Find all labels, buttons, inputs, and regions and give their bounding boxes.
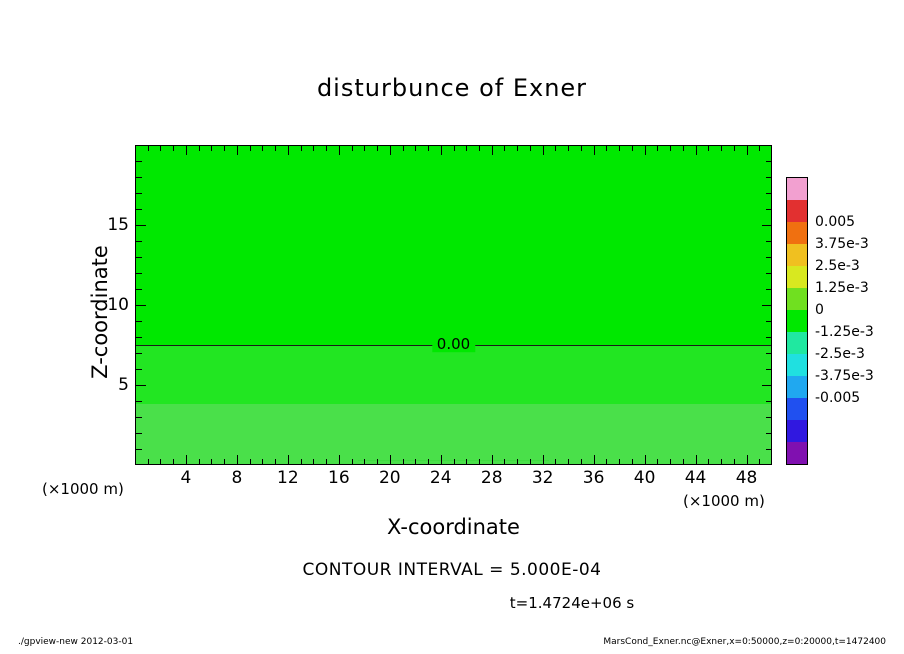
y-axis-title: Z-coordinate bbox=[88, 245, 112, 379]
y-tick-label: 10 bbox=[107, 295, 129, 315]
axis-tick bbox=[530, 145, 531, 151]
axis-tick bbox=[313, 459, 314, 465]
axis-tick bbox=[301, 459, 302, 465]
axis-tick bbox=[734, 145, 735, 151]
axis-tick bbox=[275, 459, 276, 465]
axis-tick bbox=[403, 459, 404, 465]
axis-tick bbox=[759, 459, 760, 465]
colorbar-tick-label: -0.005 bbox=[815, 390, 861, 406]
axis-tick bbox=[766, 353, 772, 354]
axis-tick bbox=[377, 145, 378, 151]
axis-tick bbox=[136, 369, 142, 370]
field-band-mid bbox=[136, 345, 771, 405]
axis-tick bbox=[136, 273, 142, 274]
axis-tick bbox=[199, 145, 200, 151]
axis-tick bbox=[581, 145, 582, 151]
x-tick-label: 44 bbox=[684, 468, 707, 488]
colorbar-cell bbox=[787, 310, 807, 332]
axis-tick bbox=[766, 433, 772, 434]
x-axis-title: X-coordinate bbox=[387, 515, 520, 539]
axis-tick bbox=[186, 455, 187, 465]
axis-tick bbox=[136, 241, 142, 242]
colorbar-cell bbox=[787, 288, 807, 310]
axis-tick bbox=[148, 145, 149, 151]
axis-tick bbox=[136, 449, 142, 450]
axis-tick bbox=[136, 161, 142, 162]
colorbar-tick-label: 3.75e-3 bbox=[815, 236, 869, 252]
axis-tick bbox=[721, 145, 722, 151]
colorbar-cell bbox=[787, 222, 807, 244]
axis-tick bbox=[766, 417, 772, 418]
axis-tick bbox=[555, 459, 556, 465]
colorbar-cell bbox=[787, 178, 807, 200]
axis-tick bbox=[364, 459, 365, 465]
colorbar-cell bbox=[787, 200, 807, 222]
axis-tick bbox=[224, 459, 225, 465]
axis-tick bbox=[390, 455, 391, 465]
colorbar bbox=[786, 177, 808, 465]
axis-tick bbox=[696, 455, 697, 465]
axis-tick bbox=[136, 257, 142, 258]
axis-tick bbox=[364, 145, 365, 151]
colorbar-tick-label: 0.005 bbox=[815, 214, 856, 230]
axis-tick bbox=[288, 455, 289, 465]
field-band-upper bbox=[136, 146, 771, 345]
colorbar-tick-label: -3.75e-3 bbox=[815, 368, 874, 384]
axis-tick bbox=[262, 145, 263, 151]
x-tick-label: 36 bbox=[582, 468, 605, 488]
x-unit-left: (×1000 m) bbox=[42, 480, 124, 498]
colorbar-cell bbox=[787, 266, 807, 288]
axis-tick bbox=[160, 145, 161, 151]
x-tick-label: 48 bbox=[735, 468, 758, 488]
contour-interval-text: CONTOUR INTERVAL = 5.000E-04 bbox=[302, 560, 602, 580]
axis-tick bbox=[747, 455, 748, 465]
axis-tick bbox=[670, 459, 671, 465]
axis-tick bbox=[136, 433, 142, 434]
axis-tick bbox=[136, 401, 142, 402]
axis-tick bbox=[555, 145, 556, 151]
axis-tick bbox=[160, 459, 161, 465]
axis-tick bbox=[136, 337, 142, 338]
axis-tick bbox=[454, 145, 455, 151]
axis-tick bbox=[657, 145, 658, 151]
axis-tick bbox=[734, 459, 735, 465]
time-text: t=1.4724e+06 s bbox=[509, 594, 635, 612]
axis-tick bbox=[517, 145, 518, 151]
axis-tick bbox=[466, 145, 467, 151]
axis-tick bbox=[454, 459, 455, 465]
axis-tick bbox=[581, 459, 582, 465]
x-tick-label: 32 bbox=[531, 468, 554, 488]
colorbar-cell bbox=[787, 398, 807, 420]
axis-tick bbox=[339, 455, 340, 465]
axis-tick bbox=[683, 459, 684, 465]
axis-tick bbox=[766, 273, 772, 274]
colorbar-cell bbox=[787, 332, 807, 354]
axis-tick bbox=[441, 145, 442, 155]
x-tick-label: 16 bbox=[328, 468, 350, 488]
axis-tick bbox=[766, 321, 772, 322]
axis-tick bbox=[237, 145, 238, 155]
footer-left-text: ./gpview-new 2012-03-01 bbox=[18, 637, 134, 647]
axis-tick bbox=[262, 459, 263, 465]
axis-tick bbox=[326, 145, 327, 151]
axis-tick bbox=[766, 241, 772, 242]
axis-tick bbox=[721, 459, 722, 465]
axis-tick bbox=[568, 145, 569, 151]
axis-tick bbox=[766, 401, 772, 402]
axis-tick bbox=[173, 459, 174, 465]
axis-tick bbox=[136, 353, 142, 354]
colorbar-cell bbox=[787, 376, 807, 398]
axis-tick bbox=[594, 145, 595, 155]
axis-tick bbox=[136, 225, 146, 226]
axis-tick bbox=[148, 459, 149, 465]
plot-area bbox=[135, 145, 772, 465]
axis-tick bbox=[645, 455, 646, 465]
axis-tick bbox=[606, 145, 607, 151]
axis-tick bbox=[136, 209, 142, 210]
axis-tick bbox=[492, 145, 493, 155]
axis-tick bbox=[415, 459, 416, 465]
colorbar-cell bbox=[787, 442, 807, 464]
axis-tick bbox=[211, 459, 212, 465]
axis-tick bbox=[136, 321, 142, 322]
axis-tick bbox=[766, 289, 772, 290]
x-tick-label: 24 bbox=[429, 468, 452, 488]
axis-tick bbox=[136, 417, 142, 418]
axis-tick bbox=[606, 459, 607, 465]
axis-tick bbox=[466, 459, 467, 465]
axis-tick bbox=[766, 257, 772, 258]
axis-tick bbox=[619, 459, 620, 465]
axis-tick bbox=[762, 225, 772, 226]
axis-tick bbox=[657, 459, 658, 465]
axis-tick bbox=[211, 145, 212, 151]
axis-tick bbox=[250, 459, 251, 465]
axis-tick bbox=[766, 161, 772, 162]
colorbar-cell bbox=[787, 420, 807, 442]
axis-tick bbox=[415, 145, 416, 151]
axis-tick bbox=[352, 145, 353, 151]
x-tick-label: 8 bbox=[231, 468, 243, 488]
colorbar-cell bbox=[787, 244, 807, 266]
colorbar-tick-label: -2.5e-3 bbox=[815, 346, 865, 362]
axis-tick bbox=[390, 145, 391, 155]
axis-tick bbox=[530, 459, 531, 465]
axis-tick bbox=[670, 145, 671, 151]
axis-tick bbox=[766, 449, 772, 450]
axis-tick bbox=[762, 385, 772, 386]
x-unit-right: (×1000 m) bbox=[683, 492, 765, 510]
axis-tick bbox=[428, 459, 429, 465]
page-title: disturbunce of Exner bbox=[316, 74, 588, 102]
axis-tick bbox=[594, 455, 595, 465]
x-tick-label: 40 bbox=[633, 468, 656, 488]
axis-tick bbox=[326, 459, 327, 465]
colorbar-tick-label: 0 bbox=[815, 302, 824, 318]
axis-tick bbox=[568, 459, 569, 465]
axis-tick bbox=[199, 459, 200, 465]
axis-tick bbox=[762, 305, 772, 306]
axis-tick bbox=[352, 459, 353, 465]
axis-tick bbox=[645, 145, 646, 155]
axis-tick bbox=[288, 145, 289, 155]
axis-tick bbox=[632, 145, 633, 151]
colorbar-tick-label: -1.25e-3 bbox=[815, 324, 874, 340]
axis-tick bbox=[186, 145, 187, 155]
axis-tick bbox=[479, 459, 480, 465]
axis-tick bbox=[136, 385, 146, 386]
x-tick-label: 20 bbox=[378, 468, 401, 488]
axis-tick bbox=[250, 145, 251, 151]
axis-tick bbox=[766, 177, 772, 178]
axis-tick bbox=[766, 369, 772, 370]
axis-tick bbox=[403, 145, 404, 151]
axis-tick bbox=[766, 193, 772, 194]
axis-tick bbox=[313, 145, 314, 151]
axis-tick bbox=[543, 455, 544, 465]
axis-tick bbox=[766, 209, 772, 210]
axis-tick bbox=[136, 193, 142, 194]
axis-tick bbox=[441, 455, 442, 465]
axis-tick bbox=[275, 145, 276, 151]
axis-tick bbox=[708, 145, 709, 151]
axis-tick bbox=[479, 145, 480, 151]
footer-right-text: MarsCond_Exner.nc@Exner,x=0:50000,z=0:20000,t=1472400 bbox=[603, 637, 886, 647]
axis-tick bbox=[136, 305, 146, 306]
contour-label: 0.00 bbox=[432, 336, 475, 352]
axis-tick bbox=[377, 459, 378, 465]
axis-tick bbox=[747, 145, 748, 155]
axis-tick bbox=[504, 145, 505, 151]
axis-tick bbox=[492, 455, 493, 465]
axis-tick bbox=[339, 145, 340, 155]
axis-tick bbox=[696, 145, 697, 155]
y-tick-label: 5 bbox=[118, 375, 129, 395]
x-tick-label: 28 bbox=[480, 468, 503, 488]
axis-tick bbox=[543, 145, 544, 155]
axis-tick bbox=[708, 459, 709, 465]
axis-tick bbox=[237, 455, 238, 465]
axis-tick bbox=[759, 145, 760, 151]
axis-tick bbox=[619, 145, 620, 151]
axis-tick bbox=[136, 289, 142, 290]
y-tick-label: 15 bbox=[107, 215, 129, 235]
axis-tick bbox=[766, 337, 772, 338]
axis-tick bbox=[517, 459, 518, 465]
x-tick-label: 4 bbox=[180, 468, 192, 488]
colorbar-tick-label: 1.25e-3 bbox=[815, 280, 869, 296]
axis-tick bbox=[301, 145, 302, 151]
axis-tick bbox=[136, 177, 142, 178]
axis-tick bbox=[428, 145, 429, 151]
axis-tick bbox=[683, 145, 684, 151]
x-tick-label: 12 bbox=[277, 468, 299, 488]
axis-tick bbox=[173, 145, 174, 151]
colorbar-tick-label: 2.5e-3 bbox=[815, 258, 860, 274]
colorbar-cell bbox=[787, 354, 807, 376]
axis-tick bbox=[632, 459, 633, 465]
axis-tick bbox=[224, 145, 225, 151]
axis-tick bbox=[504, 459, 505, 465]
